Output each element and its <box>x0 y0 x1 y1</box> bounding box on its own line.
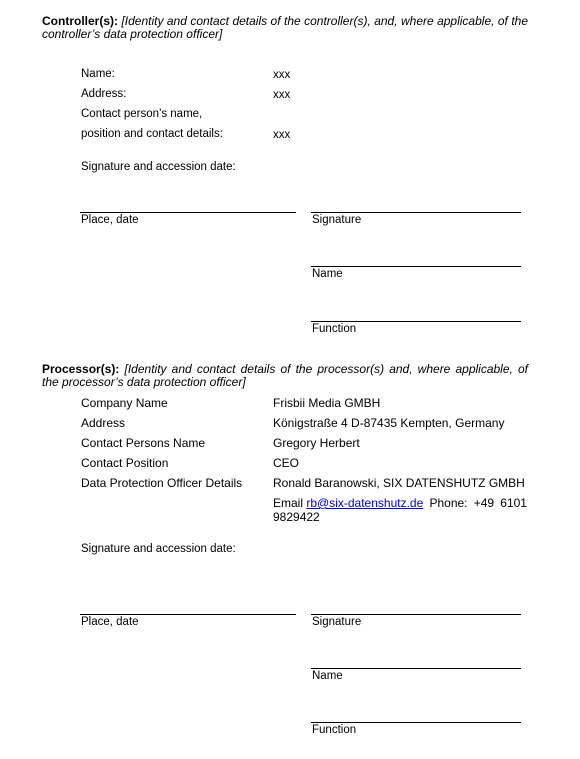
controller-address-value: xxx <box>273 89 291 101</box>
controller-signature-line <box>311 212 521 213</box>
processor-dpo-contact <box>273 496 527 524</box>
controller-place-date-label: Place, date <box>81 214 139 226</box>
processor-dpo-phone-prefix: +49 <box>473 496 495 510</box>
processor-company-value: Frisbii Media GMBH <box>273 396 381 410</box>
controller-contact-label-line2: position and contact details: <box>81 128 223 140</box>
controller-signature-heading: Signature and accession date: <box>81 161 236 173</box>
controller-signature-label: Signature <box>312 214 362 226</box>
processor-dpo-phone-area: 6101 <box>500 496 527 510</box>
processor-contact-position-label: Contact Position <box>81 456 169 470</box>
processor-dpo-email-group <box>273 496 423 510</box>
processor-place-date-label: Place, date <box>81 616 139 628</box>
controller-address-label: Address: <box>81 88 127 100</box>
controller-function-line <box>311 321 521 322</box>
processor-heading <box>42 363 528 389</box>
processor-place-date-line <box>80 614 296 615</box>
processor-signature-heading: Signature and accession date: <box>81 543 236 555</box>
processor-signature-label: Signature <box>312 616 362 628</box>
processor-dpo-value: Ronald Baranowski, SIX DATENSHUTZ GMBH <box>273 476 525 490</box>
controller-name-signature-label: Name <box>312 268 343 280</box>
controller-contact-label-line1: Contact person’s name, <box>81 108 203 120</box>
controller-function-label: Function <box>312 323 357 335</box>
processor-dpo-label: Data Protection Officer Details <box>81 476 243 490</box>
processor-function-line <box>311 722 521 723</box>
controller-name-line <box>311 266 521 267</box>
processor-address-label: Address <box>81 416 126 430</box>
processor-contact-name-value: Gregory Herbert <box>273 436 360 450</box>
processor-dpo-email-link[interactable]: rb@six-datenshutz.de <box>306 496 424 510</box>
controller-place-date-line <box>80 212 296 213</box>
processor-contact-name-label: Contact Persons Name <box>81 436 206 450</box>
controller-name-value: xxx <box>273 69 291 81</box>
controller-contact-value: xxx <box>273 129 291 141</box>
processor-dpo-phone-number: 9829422 <box>273 510 320 524</box>
controller-heading-description: [Identity and contact details of the controller(s), and, where applicable, of the controller’s data protection officer] <box>42 14 528 41</box>
processor-heading-description: [Identity and contact details of the processor(s) and, where applicable, of the processor’s data protection officer] <box>42 362 528 389</box>
controller-heading <box>42 15 528 41</box>
controller-heading-label: Controller(s): <box>42 14 118 28</box>
processor-signature-line <box>311 614 521 615</box>
controller-name-label: Name: <box>81 68 115 80</box>
processor-name-line <box>311 668 521 669</box>
processor-company-label: Company Name <box>81 396 168 410</box>
processor-contact-position-value: CEO <box>273 456 300 470</box>
processor-dpo-email-label: Email <box>273 496 304 510</box>
processor-dpo-phone-label: Phone: <box>429 496 468 510</box>
processor-name-signature-label: Name <box>312 670 343 682</box>
processor-address-value: Königstraße 4 D-87435 Kempten, Germany <box>273 416 505 430</box>
processor-function-label: Function <box>312 724 357 736</box>
processor-heading-label: Processor(s): <box>42 362 120 376</box>
